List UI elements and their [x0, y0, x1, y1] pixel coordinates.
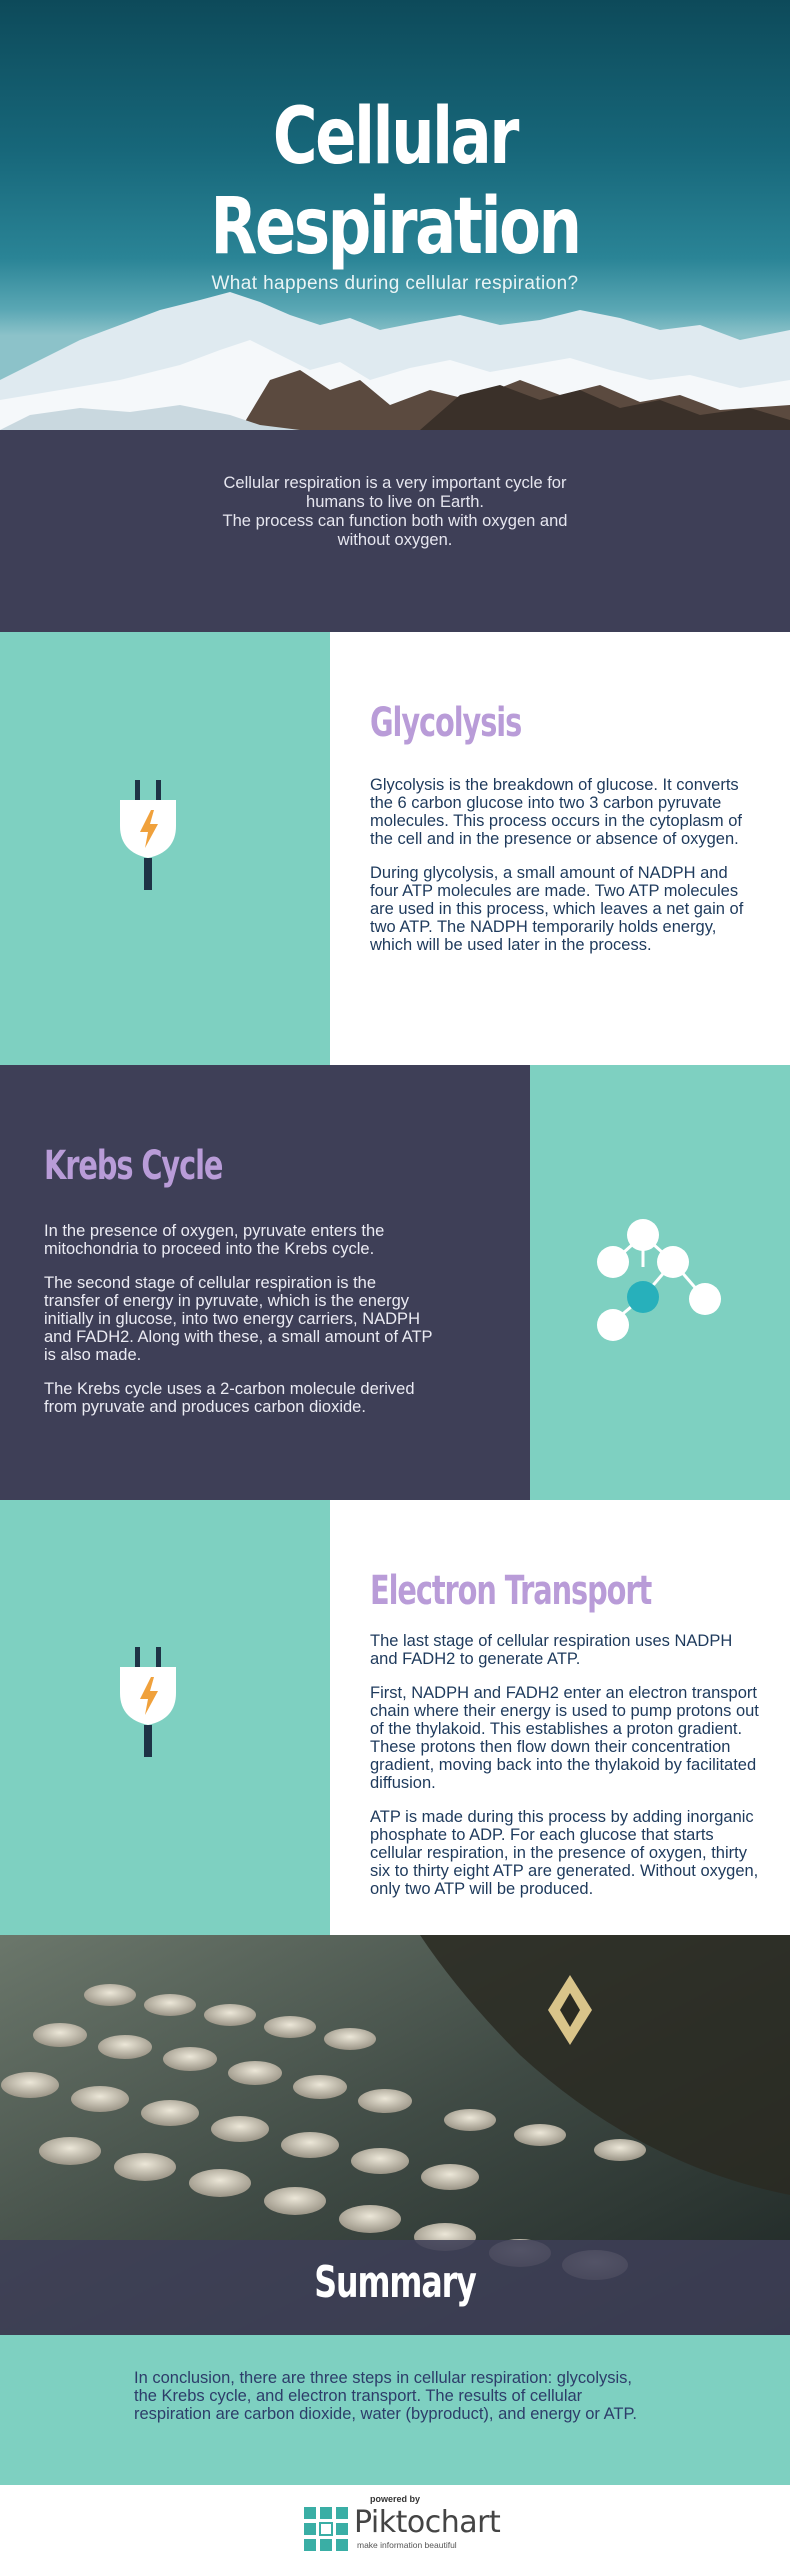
piktochart-logo-icon[interactable]: [304, 2507, 348, 2551]
intro-section: [0, 430, 790, 632]
glycolysis-title: Glycolysis: [370, 700, 522, 746]
krebs-paragraph-3: The Krebs cycle uses a 2-carbon molecule derived from pyruvate and produces carbon dioxide.: [44, 1380, 415, 1416]
glycolysis-paragraph-1: Glycolysis is the breakdown of glucose. It converts the 6 carbon glucose into two 3 carbon pyruvate molecules. This process occurs in the cytoplasm of the cell and in the presence or absence of oxygen.: [370, 776, 743, 848]
summary-title: Summary: [314, 2257, 476, 2308]
footer: [0, 2485, 790, 2560]
krebs-paragraph-2: The second stage of cellular respiration is the transfer of energy in pyruvate, which is the energy initially in glucose, into two energy carriers, NADPH and FADH2. Along with these, a small amount of ATP is also made.: [44, 1274, 433, 1364]
glycolysis-paragraph-2: During glycolysis, a small amount of NADPH and four ATP molecules are made. Two ATP molecules are used in this process, which leaves a net gain of two ATP. The NADPH temporarily holds energy, which will be used later in the process.: [370, 864, 744, 954]
molecule-icon: [587, 1217, 727, 1347]
page-title-line1: Cellular: [272, 92, 518, 182]
intro-line2: The process can function both with oxygen and without oxygen.: [222, 512, 568, 549]
krebs-title: Krebs Cycle: [44, 1143, 223, 1189]
electron-paragraph-3: ATP is made during this process by adding inorganic phosphate to ADP. For each glucose that starts cellular respiration, in the presence of oxygen, thirty six to thirty eight ATP are generated. Without oxygen, only two ATP will be produced.: [370, 1808, 759, 1898]
krebs-body: [44, 1222, 434, 1432]
krebs-paragraph-1: In the presence of oxygen, pyruvate enters the mitochondria to proceed into the Krebs cycle.: [44, 1222, 385, 1258]
electron-body: [370, 1632, 760, 1914]
hero-banner: [0, 0, 790, 430]
electron-title: Electron Transport: [370, 1568, 652, 1614]
plug-icon: [118, 780, 178, 890]
electron-paragraph-2: First, NADPH and FADH2 enter an electron transport chain where their energy is used to pump protons out of the thylakoid. This establishes a proton gradient. These protons then flow down their concentration gradient, moving back into the thylakoid by facilitated diffusion.: [370, 1684, 759, 1792]
conclusion-section: [0, 2335, 790, 2485]
electron-paragraph-1: The last stage of cellular respiration uses NADPH and FADH2 to generate ATP.: [370, 1632, 733, 1668]
plug-icon: [118, 1647, 178, 1757]
intro-line1: Cellular respiration is a very important cycle for humans to live on Earth.: [223, 474, 567, 511]
powered-by-label: powered by: [369, 2494, 420, 2504]
piktochart-brand[interactable]: Piktochart: [354, 2505, 501, 2540]
conclusion-text: In conclusion, there are three steps in cellular respiration: glycolysis, the Krebs cycle, and electron transport. The results of cellular respiration are carbon dioxide, water (byproduct), and energy or ATP.: [134, 2369, 637, 2423]
page-title-line2: Respiration: [210, 182, 580, 272]
piktochart-tagline: make information beautiful: [357, 2540, 457, 2550]
glycolysis-body: [370, 776, 760, 970]
page-subtitle: What happens during cellular respiration?: [211, 273, 579, 294]
intro-text: [195, 474, 595, 550]
